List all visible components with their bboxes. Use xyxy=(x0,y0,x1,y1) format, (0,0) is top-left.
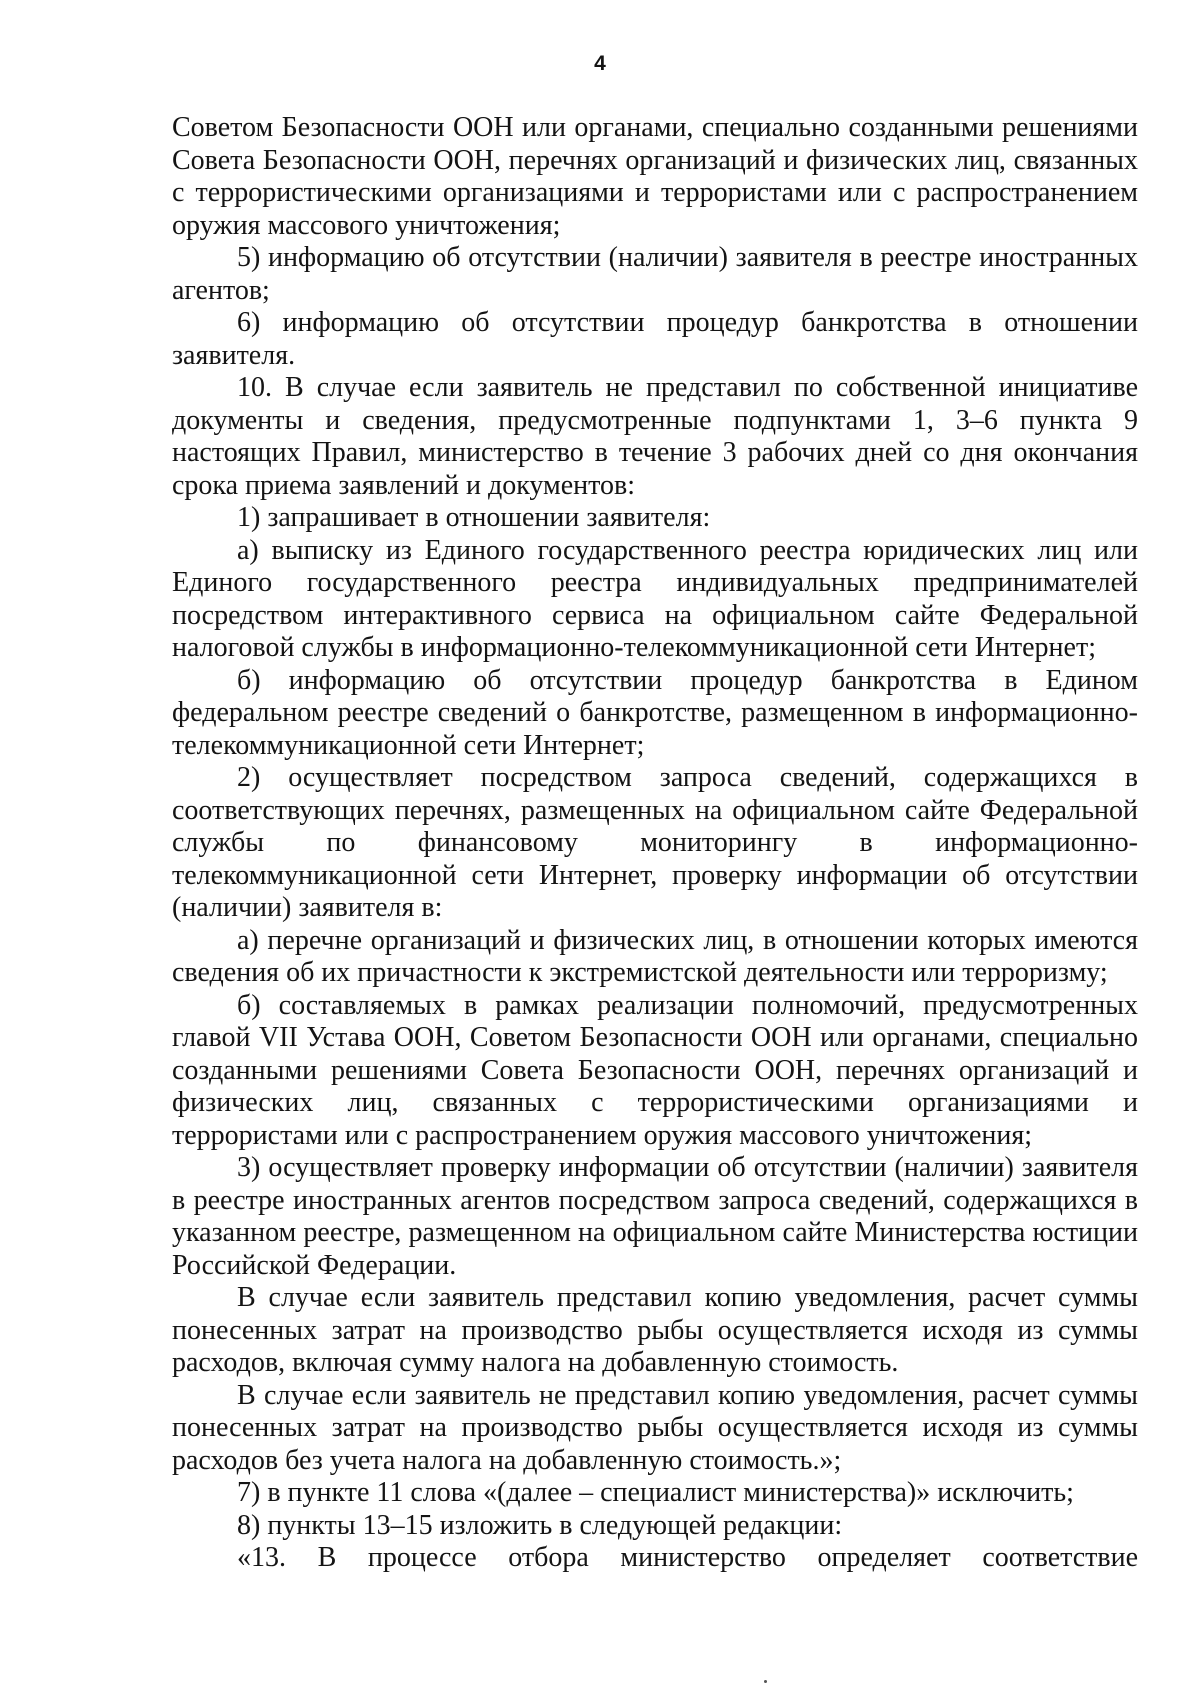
paragraph-subitem-1b: б) информацию об отсутствии процедур банкротства в Едином федеральном реестре сведений о банкротстве, размещенном в информационно-телекоммуникационной сети Интернет; xyxy=(172,664,1138,761)
paragraph-subitem-2: 2) осуществляет посредством запроса сведений, содержащихся в соответствующих перечнях, размещенных на официальном сайте Федеральной службы по финансовому мониторингу в информационно-телекоммуникационной сети Интернет, проверку информации об отсутствии (наличии) заявителя в: xyxy=(172,762,1138,923)
scan-speck xyxy=(764,1680,767,1683)
paragraph-subitem-3: 3) осуществляет проверку информации об отсутствии (наличии) заявителя в реестре иностранных агентов посредством запроса сведений, содержащихся в указанном реестре, размещенном на официальном сайте Министерства юстиции Российской Федерации. xyxy=(172,1152,1138,1281)
paragraph-clause-13-start: «13. В процессе отбора министерство определяет соответствие xyxy=(237,1542,1138,1573)
paragraph-amendment-7: 7) в пункте 11 слова «(далее – специалист министерства)» исключить; xyxy=(237,1477,1074,1508)
paragraph-subitem-1: 1) запрашивает в отношении заявителя: xyxy=(237,502,711,533)
paragraph-subitem-1a: а) выписку из Единого государственного реестра юридических лиц или Единого государственного реестра индивидуальных предпринимателей посредством интерактивного сервиса на официальном сайте Федеральной налоговой службы в информационно-телекоммуникационной сети Интернет; xyxy=(172,534,1138,663)
paragraph-vat-excluded: В случае если заявитель не представил копию уведомления, расчет суммы понесенных затрат на производство рыбы осуществляется исходя из суммы расходов без учета налога на добавленную стоимость.»; xyxy=(172,1379,1138,1476)
paragraph-subitem-2b: б) составляемых в рамках реализации полномочий, предусмотренных главой VII Устава ООН, Советом Безопасности ООН или органами, специально созданными решениями Совета Безопасности ООН, перечнях организаций и физических лиц, связанных с террористическими организациями и террористами или с распространением оружия массового уничтожения; xyxy=(172,989,1138,1151)
paragraph-item-6: 6) информацию об отсутствии процедур банкротства в отношении заявителя. xyxy=(172,307,1138,371)
paragraph-item-5: 5) информацию об отсутствии (наличии) заявителя в реестре иностранных агентов; xyxy=(172,242,1138,306)
document-body xyxy=(172,112,1138,1575)
paragraph-amendment-8: 8) пункты 13–15 изложить в следующей редакции: xyxy=(237,1509,843,1541)
paragraph-clause-10: 10. В случае если заявитель не представил по собственной инициативе документы и сведения, предусмотренные подпунктами 1, 3–6 пункта 9 настоящих Правил, министерство в течение 3 рабочих дней со дня окончания срока приема заявлений и документов: xyxy=(172,372,1138,501)
paragraph-vat-included: В случае если заявитель представил копию уведомления, расчет суммы понесенных затрат на производство рыбы осуществляется исходя из суммы расходов, включая сумму налога на добавленную стоимость. xyxy=(172,1282,1138,1378)
page-number: 4 xyxy=(594,52,606,75)
paragraph-subitem-2a: а) перечне организаций и физических лиц, в отношении которых имеются сведения об их причастности к экстремистской деятельности или терроризму; xyxy=(172,924,1138,988)
paragraph-continuation: Советом Безопасности ООН или органами, специально созданными решениями Совета Безопасности ООН, перечнях организаций и физических лиц, связанных с террористическими организациями и террористами или с распространением оружия массового уничтожения; xyxy=(172,112,1138,241)
